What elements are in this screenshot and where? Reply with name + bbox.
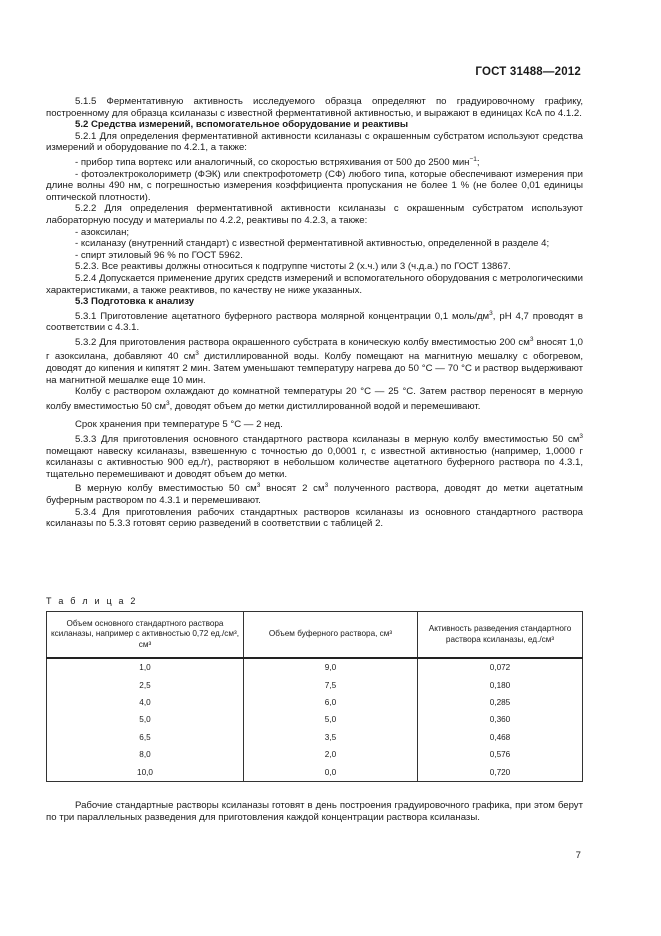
table-row	[47, 729, 583, 746]
table-cell: 7,5	[244, 676, 418, 693]
list-item-vortex: - прибор типа вортекс или аналогичный, со скоростью встряхивания от 500 до 2500 мин$^{-1}$;	[75, 155, 480, 168]
table-cell: 5,0	[47, 711, 244, 728]
table-cell: 0,468	[418, 729, 583, 746]
table-cell: 2,0	[244, 746, 418, 763]
paragraph-5-3-3: 5.3.3 Для приготовления основного стандартного раствора ксиланазы в мерную колбу вместимостью 50 $см^3$ помещают навеску ксиланазы, взвешенную с точностью до 0,0001 г, с известной активностью (например, 1,0000 г ксиланазы с активностью 900 ед./г), растворяют в небольшом количестве ацетатного буферного раствора по 4.3.1, тщательно перемешивают и доводят объем до метки.	[46, 433, 583, 480]
table-cell: 3,5	[244, 729, 418, 746]
table-cell: 0,576	[418, 746, 583, 763]
list-item-xylanase: - ксиланазу (внутренний стандарт) с известной ферментативной активностью, определенной в разделе 4;	[75, 238, 550, 250]
paragraph-5-2-2: 5.2.2 Для определения ферментативной активности ксиланазы с окрашенным субстратом используют лабораторную посуду и материалы по 4.2.2, реактивы по 4.2.3, а также:	[46, 203, 583, 226]
list-item-photometer: - фотоэлектроколориметр (ФЭК) или спектрофотометр (СФ) любого типа, которые обеспечивают измерения при длине волны 490 нм, с погрешностью измерения коэффициента пропускания не более 1 % (не более 0,01 единицы оптической плотности).	[46, 168, 583, 203]
closing-paragraph	[46, 800, 583, 823]
table-cell: 1,0	[47, 658, 244, 676]
table-row	[47, 676, 583, 693]
table-cell: 2,5	[47, 676, 244, 693]
list-item-azoxylan: - азоксилан;	[75, 226, 130, 238]
paragraph-5-2-3: 5.2.3. Все реактивы должны относиться к подгруппе чистоты 2 (х.ч.) или 3 (ч.д.а.) по ГОСТ 13867.	[75, 261, 511, 273]
table-header-buffer-volume: Объем буферного раствора, см³	[244, 612, 418, 659]
table-caption: Т а б л и ц а 2	[46, 596, 138, 606]
table-cell: 0,285	[418, 694, 583, 711]
document-code: ГОСТ 31488—2012	[475, 66, 581, 78]
table-cell: 0,720	[418, 763, 583, 781]
table-cell: 8,0	[47, 746, 244, 763]
paragraph-storage: Срок хранения при температуре 5 °С — 2 нед.	[75, 419, 283, 431]
table-cell: 0,072	[418, 658, 583, 676]
table-cell: 4,0	[47, 694, 244, 711]
paragraph-5-3-1: 5.3.1 Приготовление ацетатного буферного раствора молярной концентрации 0,1 моль/$дм^3$, pH 4,7 проводят в соответствии с 4.3.1.	[46, 309, 583, 334]
paragraph-5-3-3-dilution: В мерную колбу вместимостью 50 $см^3$ вносят 2 $см^3$ полученного раствора, доводят до метки ацетатным буферным раствором по 4.3.1 и перемешивают.	[46, 482, 584, 506]
paragraph-5-3-2: 5.3.2 Для приготовления раствора окрашенного субстрата в коническую колбу вместимостью 200 $см^3$ вносят 1,0 г азоксилана, добавляют 40 $см^3$ дистиллированной воды. Колбу помещают на магнитную мешалку с обогревом, доводят до кипения и кипятят 2 мин. Затем уменьшают температуру нагрева до 50 °С — 70 °С и раствор выдерживают на магнитной мешалке еще 10 мин.	[46, 335, 583, 386]
table-header-stock-volume: Объем основного стандартного раствора ксиланазы, например с активностью 0,72 ед./см³, см³	[47, 612, 244, 659]
table-cell: 10,0	[47, 763, 244, 781]
paragraph-5-3-4: 5.3.4 Для приготовления рабочих стандартных растворов ксиланазы из основного стандартного раствора ксиланазы по 5.3.3 готовят серию разведений в соответствии с таблицей 2.	[46, 506, 583, 530]
section-heading-5-3: 5.3 Подготовка к анализу	[75, 296, 195, 308]
table-row	[47, 694, 583, 711]
list-item-ethanol: - спирт этиловый 96 % по ГОСТ 5962.	[75, 249, 243, 261]
page-number: 7	[575, 850, 581, 861]
table-header-activity: Активность разведения стандартного раствора ксиланазы, ед./см³	[418, 612, 583, 659]
table-cell: 0,180	[418, 676, 583, 693]
paragraph-working-solutions: Рабочие стандартные растворы ксиланазы готовят в день построения градуировочного графика, при этом берут по три параллельных разведения для приготовления каждой концентрации раствора ксиланазы.	[46, 800, 583, 823]
table-cell: 6,5	[47, 729, 244, 746]
table-row	[47, 658, 583, 676]
table-cell: 0,0	[244, 763, 418, 781]
dilution-table	[46, 611, 583, 782]
table-row	[47, 763, 583, 781]
table-cell: 6,0	[244, 694, 418, 711]
paragraph-5-1-5: 5.1.5 Ферментативную активность исследуемого образца определяют по градуировочному графику, построенному для образца ксиланазы с известной ферментативной активностью, и выражают в единицах КсА по 4.1.2.	[46, 96, 583, 119]
paragraph-5-2-4: 5.2.4 Допускается применение других средств измерений и вспомогательного оборудования с метрологическими характеристиками, а также реактивов, по качеству не ниже указанных.	[46, 272, 583, 296]
paragraph-5-3-2-cooling: Колбу с раствором охлаждают до комнатной температуры 20 °С — 25 °С. Затем раствор переносят в мерную колбу вместимостью 50 $см^3$, доводят объем до метки дистиллированной водой и перемешивают.	[46, 386, 583, 412]
main-text	[46, 96, 583, 530]
section-heading-5-2: 5.2 Средства измерений, вспомогательное оборудование и реактивы	[75, 119, 409, 131]
table-cell: 9,0	[244, 658, 418, 676]
table-row	[47, 746, 583, 763]
table-header-row	[47, 612, 583, 659]
table-row	[47, 711, 583, 728]
table-cell: 0,360	[418, 711, 583, 728]
table-cell: 5,0	[244, 711, 418, 728]
paragraph-5-2-1: 5.2.1 Для определения ферментативной активности ксиланазы с окрашенным субстратом используют средства измерений и оборудование по 4.2.1, а также:	[46, 130, 583, 154]
